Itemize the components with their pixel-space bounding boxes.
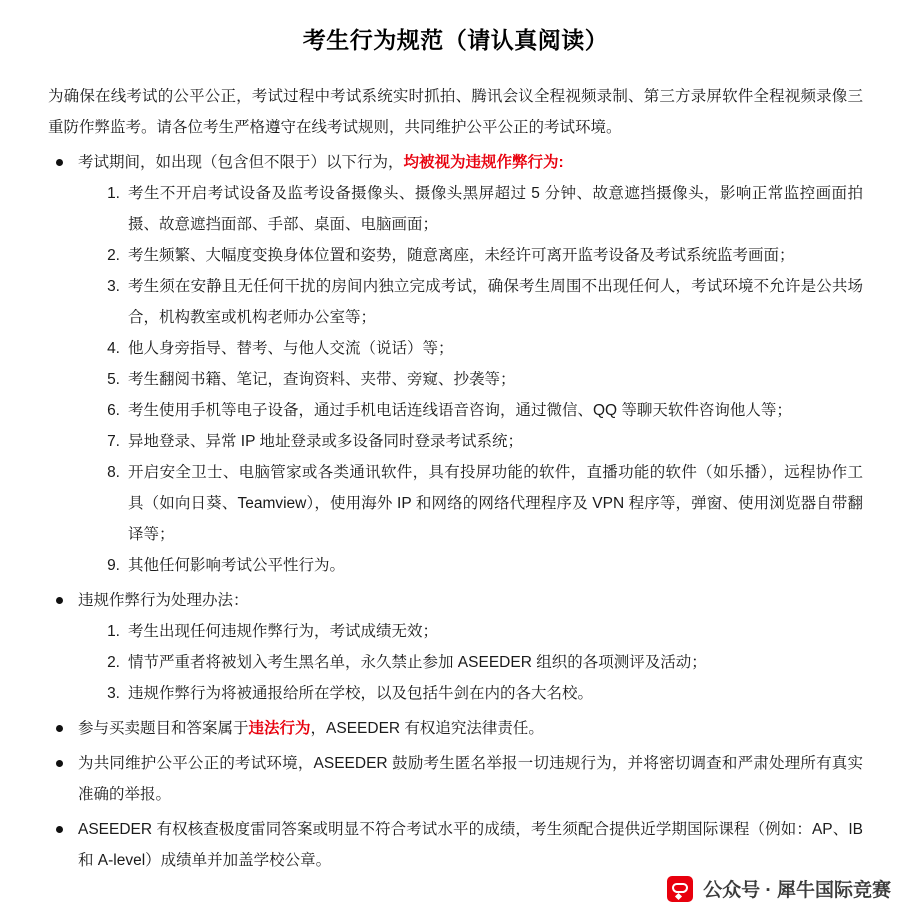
bullet-text-highlight: 违法行为 [248,720,311,737]
list-item-text: 考生翻阅书籍、笔记，查询资料、夹带、旁窥、抄袭等； [128,371,516,388]
list-item-text: 情节严重者将被划入考生黑名单，永久禁止参加 ASEEDER 组织的各项测评及活动； [128,654,707,671]
list-item-number: 6. [107,402,120,419]
list-item-text: 考生出现任何违规作弊行为，考试成绩无效； [128,623,439,640]
bullet-anonymous-report [48,748,863,810]
list-item [94,678,863,709]
list-item [94,333,863,364]
list-item-number: 2. [107,247,120,264]
watermark-text: 公众号 · 犀牛国际竞赛 [703,880,891,901]
watermark [667,875,891,902]
list-item [94,647,863,678]
bullet-text-prefix: 参与买卖题目和答案属于 [78,720,249,737]
sub-list-penalties [94,616,863,709]
list-item-text: 违规作弊行为将被通报给所在学校，以及包括牛剑在内的各大名校。 [128,685,594,702]
list-item [94,271,863,333]
list-item-number: 4. [107,340,120,357]
bullet-text-prefix: ASEEDER 有权核查极度雷同答案或明显不符合考试水平的成绩，考生须配合提供近学期国际课程（例如：AP、IB 和 A-level）成绩单并加盖学校公章。 [78,821,863,869]
list-item [94,364,863,395]
sub-list-exam-period [94,178,863,581]
bullet-dot-icon [56,159,63,166]
list-item-number: 3. [107,685,120,702]
list-item [94,550,863,581]
list-item-number: 3. [107,278,120,295]
list-item-text: 考生不开启考试设备及监考设备摄像头、摄像头黑屏超过 5 分钟、故意遮挡摄像头，影响正常监控画面拍摄、故意遮挡面部、手部、桌面、电脑画面； [128,185,863,233]
wechat-logo-icon [667,876,693,902]
list-item-number: 8. [107,464,120,481]
list-item-number: 5. [107,371,120,388]
list-item-text: 考生使用手机等电子设备，通过手机电话连线语音咨询，通过微信、QQ 等聊天软件咨询他人等； [128,402,792,419]
list-item-number: 7. [107,433,120,450]
list-item-text: 考生须在安静且无任何干扰的房间内独立完成考试，确保考生周围不出现任何人，考试环境不允许是公共场合，机构教室或机构老师办公室等； [128,278,863,326]
list-item-text: 异地登录、异常 IP 地址登录或多设备同时登录考试系统； [128,433,523,450]
list-item-text: 开启安全卫士、电脑管家或各类通讯软件，具有投屏功能的软件，直播功能的软件（如乐播），远程协作工具（如向日葵、Teamview），使用海外 IP 和网络的网络代理程序及 VPN 程序等，弹窗、使用浏览器自带翻译等； [128,464,863,543]
bullet-dot-icon [56,725,63,732]
list-item-text: 他人身旁指导、替考、与他人交流（说话）等； [128,340,454,357]
list-item [94,616,863,647]
list-item [94,178,863,240]
list-item [94,457,863,550]
section-lead-text: 违规作弊行为处理办法： [78,592,249,609]
list-item [94,240,863,271]
list-item [94,395,863,426]
bullet-dot-icon [56,760,63,767]
page-title: 考生行为规范（请认真阅读） [302,27,609,53]
section-penalties [48,585,863,709]
list-item-text: 其他任何影响考试公平性行为。 [128,557,346,574]
list-item-number: 9. [107,557,120,574]
section-lead-text: 考试期间，如出现（包含但不限于）以下行为， [78,154,404,171]
list-item-text: 考生频繁、大幅度变换身体位置和姿势，随意离座，未经许可离开监考设备及考试系统监考画面； [128,247,795,264]
section-lead-highlight: 均被视为违规作弊行为: [403,154,564,171]
rules-list [48,147,863,876]
bullet-text-suffix: ，ASEEDER 有权追究法律责任。 [310,720,544,737]
bullet-illegal-trading [48,713,863,744]
list-item-number: 1. [107,623,120,640]
list-item [94,426,863,457]
bullet-dot-icon [56,826,63,833]
bullet-text-prefix: 为共同维护公平公正的考试环境，ASEEDER 鼓励考生匿名举报一切违规行为，并将密切调查和严肃处理所有真实准确的举报。 [78,755,863,803]
list-item-number: 1. [107,185,120,202]
section-exam-period [48,147,863,581]
bullet-dot-icon [56,597,63,604]
intro-paragraph: 为确保在线考试的公平公正，考试过程中考试系统实时抓拍、腾讯会议全程视频录制、第三方录屏软件全程视频录像三重防作弊监考。请各位考生严格遵守在线考试规则，共同维护公平公正的考试环境。 [48,88,863,136]
bullet-transcript-verification [48,814,863,876]
list-item-number: 2. [107,654,120,671]
